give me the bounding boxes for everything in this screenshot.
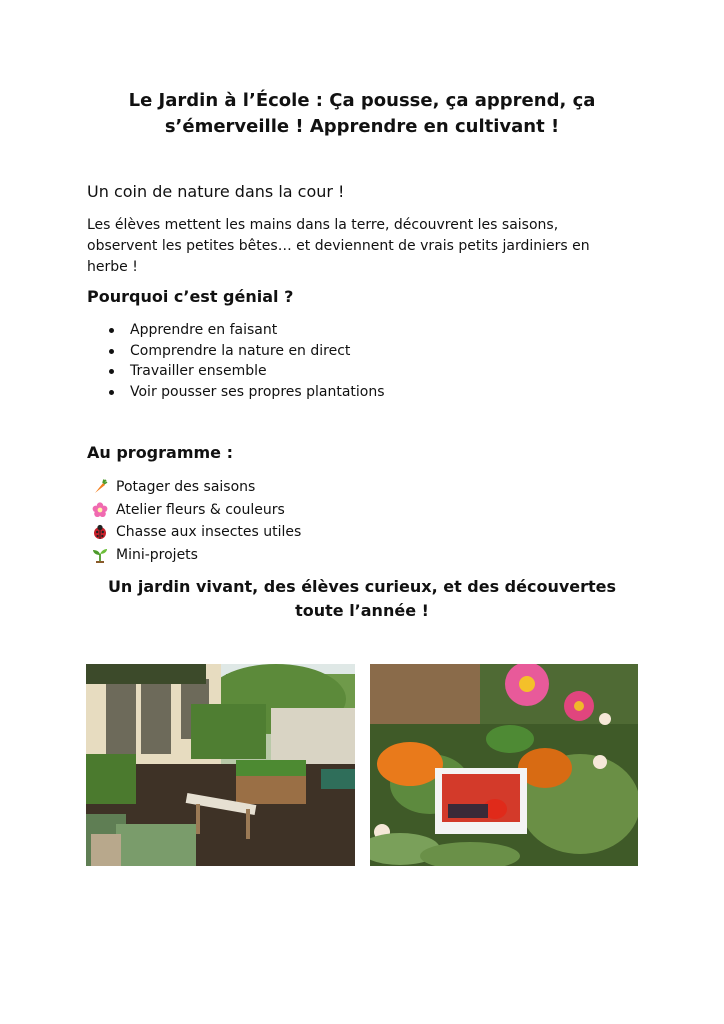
intro-paragraph: Les élèves mettent les mains dans la terre, découvrent les saisons, observent les petites bêtes… et deviennent de vrais petits jardiniers en herbe !: [87, 217, 590, 275]
why-heading: Pourquoi c’est génial ?: [87, 287, 294, 306]
flower-icon: [92, 502, 108, 518]
closing-statement: Un jardin vivant, des élèves curieux, et des découvertes toute l’année !: [107, 577, 617, 620]
program-item-label: Mini-projets: [116, 546, 198, 563]
bullet-icon: [109, 349, 114, 354]
list-item-label: Voir pousser ses propres plantations: [130, 383, 385, 400]
program-item-flowers: [87, 499, 301, 522]
harvest-photo: [370, 664, 638, 866]
garden-courtyard-photo: [86, 664, 355, 866]
bullet-icon: [109, 390, 114, 395]
ladybug-icon: [92, 524, 108, 540]
bullet-icon: [109, 328, 114, 333]
bullet-icon: [109, 369, 114, 374]
list-item-label: Apprendre en faisant: [130, 322, 278, 338]
program-item-label: Atelier fleurs & couleurs: [116, 501, 285, 518]
program-heading: Au programme :: [87, 443, 233, 462]
carrot-icon: [92, 479, 108, 495]
section-subtitle: Un coin de nature dans la cour !: [87, 182, 345, 201]
program-item-label: Potager des saisons: [116, 479, 256, 495]
list-item: [87, 341, 385, 362]
list-item: [87, 320, 385, 341]
program-item-insects: [87, 521, 301, 544]
why-list: [87, 320, 385, 402]
list-item-label: Travailler ensemble: [130, 363, 267, 379]
program-item-vegetables: [87, 476, 301, 499]
program-item-projects: [87, 544, 301, 567]
list-item-label: Comprendre la nature en direct: [130, 342, 351, 359]
list-item: [87, 361, 385, 382]
program-list: [87, 476, 301, 566]
seedling-icon: [92, 547, 108, 563]
list-item: [87, 382, 385, 403]
program-item-label: Chasse aux insectes utiles: [116, 524, 302, 540]
page-title: Le Jardin à l’École : Ça pousse, ça apprend, ça s’émerveille ! Apprendre en cultivant !: [128, 90, 596, 137]
